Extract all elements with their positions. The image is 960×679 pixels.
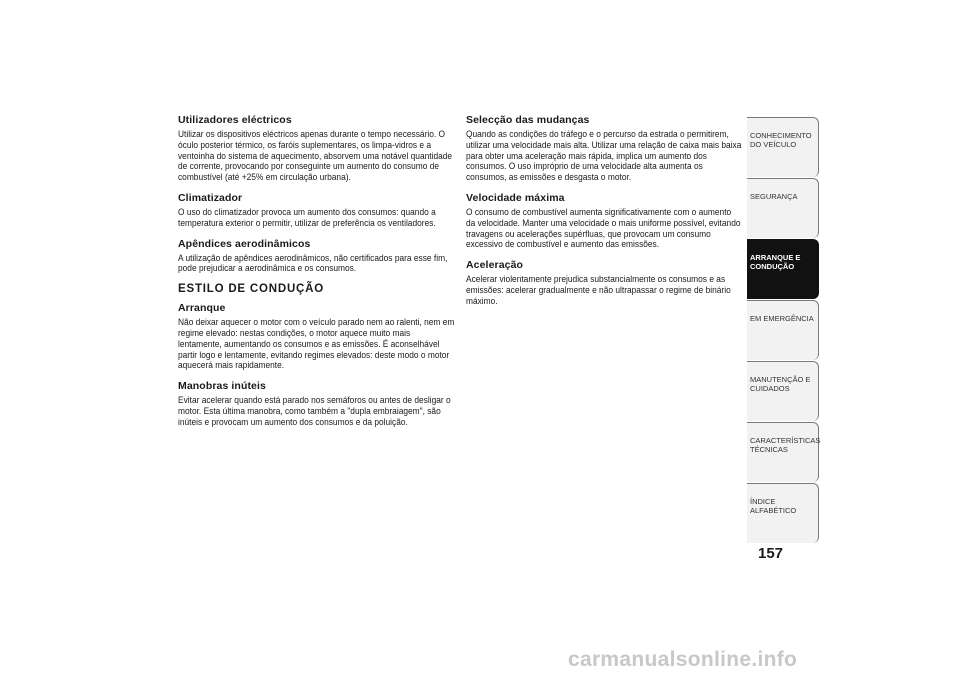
section-title-max-speed: Velocidade máxima <box>466 191 565 204</box>
section-body-useless-manoeuvres: Evitar acelerar quando está parado nos semáforos ou antes de desligar o motor. Esta última manobra, como também a "dupla embraiagem", são inúteis e provocam um aumento dos consumos e da poluição. <box>178 395 451 427</box>
section-body-electrical-users: Utilizar os dispositivos eléctricos apenas durante o tempo necessário. O óculo posterior térmico, os faróis suplementares, os limpa-vidros e a ventoinha do sistema de aquecimento, absorvem uma notável quantidade de corrente, provocando por conseguinte um aumento do consumo de combustível (até +25% em circulação urbana). <box>178 129 453 183</box>
tab-maintenance-care[interactable] <box>747 361 819 421</box>
tab-emergency[interactable] <box>747 300 819 360</box>
tab-label: CARACTERÍSTICAS TÉCNICAS <box>750 436 821 454</box>
section-body-air-conditioner: O uso do climatizador provoca um aumento dos consumos: quando a temperatura exterior o permitir, utilizar de preferência os ventiladores. <box>178 206 436 228</box>
section-title-electrical-users: Utilizadores eléctricos <box>178 114 292 126</box>
chapter-heading-driving-style: ESTILO DE CONDUÇÃO <box>178 283 325 296</box>
tab-label: ARRANQUE E CONDUÇÃO <box>750 253 801 271</box>
section-title-gear-selection: Selecção das mudanças <box>466 114 590 126</box>
chapter-index-sidebar <box>747 117 819 544</box>
tab-starting-driving[interactable] <box>747 239 819 299</box>
tab-label: EM EMERGÊNCIA <box>750 314 814 323</box>
watermark-text: carmanualsonline.info <box>568 648 798 671</box>
section-title-useless-manoeuvres: Manobras inúteis <box>178 380 266 393</box>
tab-label: MANUTENÇÃO E CUIDADOS <box>750 375 811 393</box>
section-body-acceleration: Acelerar violentamente prejudica substancialmente os consumos e as emissões: acelerar gradualmente e não ultrapassar o regime de binário máximo. <box>466 274 731 306</box>
page-number: 157 <box>758 545 784 562</box>
section-body-gear-selection: Quando as condições do tráfego e o percurso da estrada o permitirem, utilizar uma velocidade mais alta. Utilizar uma relação de caixa mais baixa para obter uma aceleração mais rápida, implica um aumento dos consumos. O uso impróprio de uma velocidade alta aumenta os consumos, as emissões e desgasta o motor. <box>466 129 742 183</box>
tab-label: CONHECIMENTO DO VEÍCULO <box>750 131 812 149</box>
section-body-starting: Não deixar aquecer o motor com o veículo parado nem ao ralenti, nem em regime elevado: nestas condições, o motor aquece muito mais lentamente, aumentando os consumos e as emissões. É aconselhável partir logo e lentamente, evitando regimes elevados: deste modo o motor aquecerá mais rapidamente. <box>178 317 455 371</box>
section-title-aerodynamic-appendages: Apêndices aerodinâmicos <box>178 237 311 250</box>
tab-safety[interactable] <box>747 178 819 238</box>
section-body-max-speed: O consumo de combustível aumenta significativamente com o aumento da velocidade. Manter uma velocidade o mais uniforme possível, evitando travagens ou acelerações supérfluas, que provocam um consumo excessivo de combustível e aumento das emissões. <box>466 206 741 250</box>
tab-label: ÍNDICE ALFABÉTICO <box>750 497 797 515</box>
tab-vehicle-knowledge[interactable] <box>747 117 819 177</box>
right-column <box>466 114 744 316</box>
section-body-aerodynamic-appendages: A utilização de apêndices aerodinâmicos, não certificados para esse fim, pode prejudicar a aerodinâmica e os consumos. <box>178 252 448 274</box>
section-title-air-conditioner: Climatizador <box>178 191 243 204</box>
section-title-acceleration: Aceleração <box>466 259 524 272</box>
tab-alphabetical-index[interactable] <box>747 483 819 543</box>
tab-technical-specs[interactable] <box>747 422 819 482</box>
section-title-starting: Arranque <box>178 302 226 315</box>
tab-label: SEGURANÇA <box>750 192 798 201</box>
left-column <box>178 114 456 437</box>
